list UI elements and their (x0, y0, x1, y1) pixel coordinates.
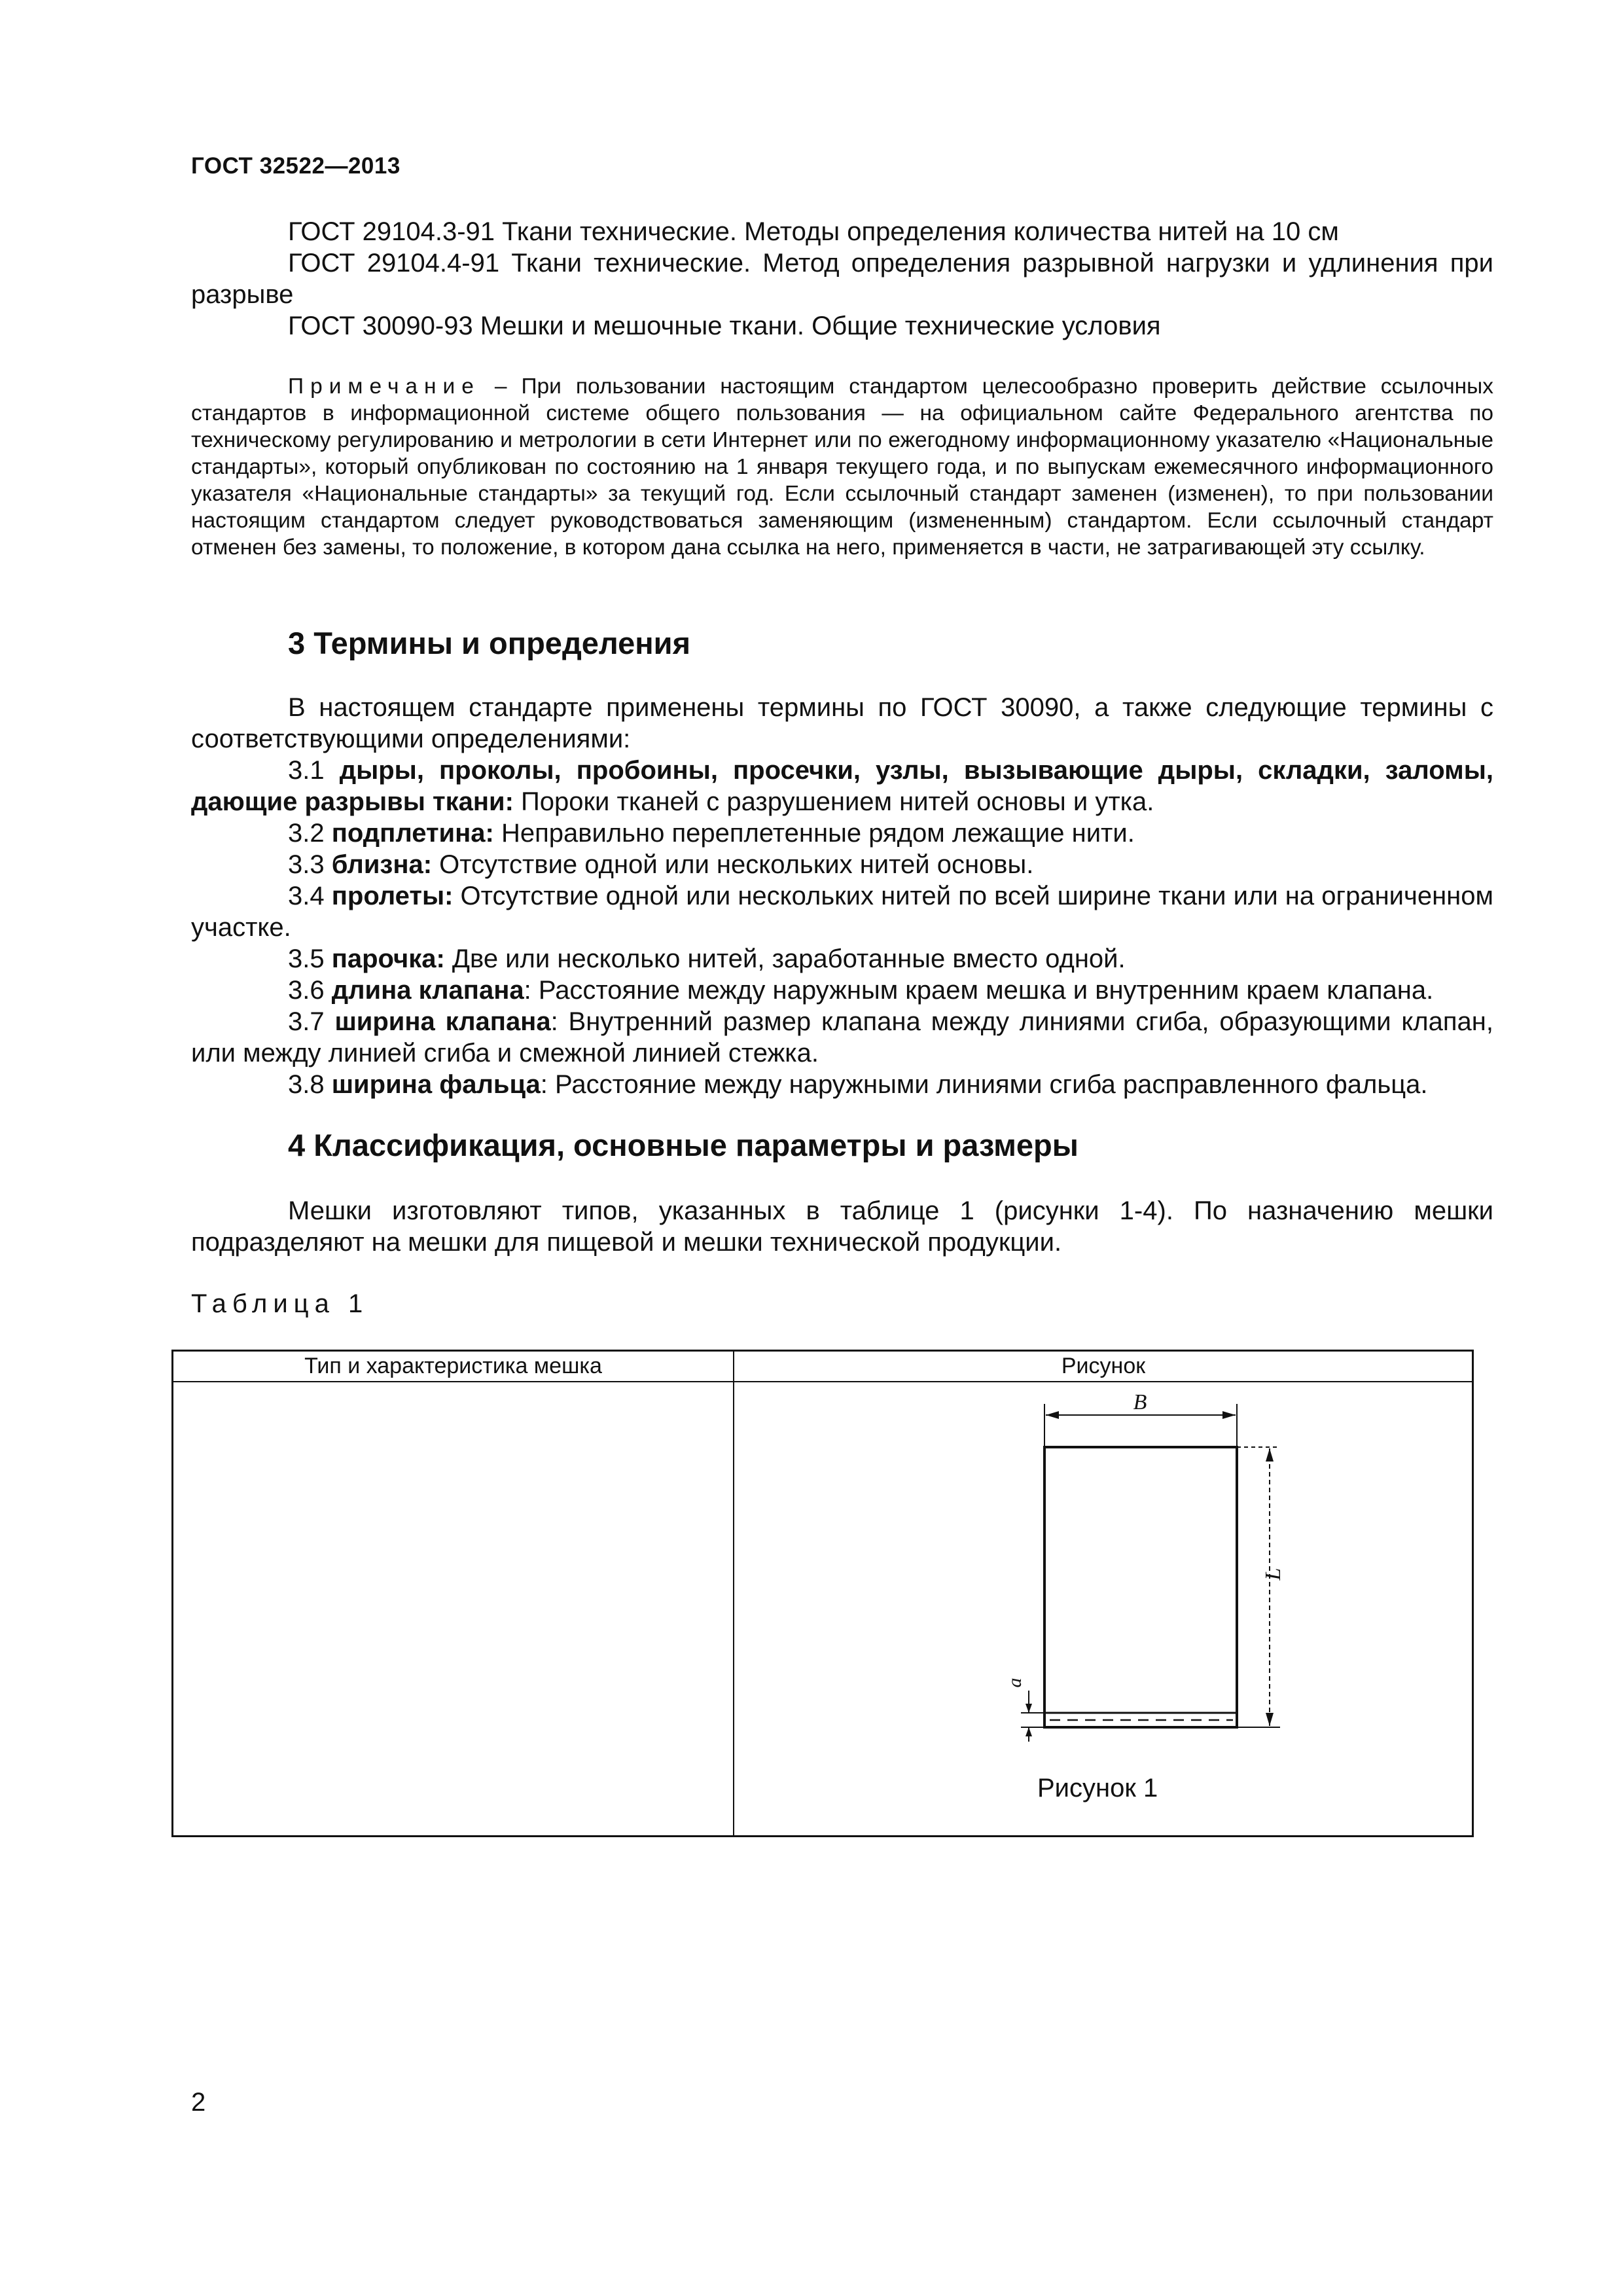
term-name: пролеты: (331, 882, 454, 910)
term-number: 3.2 (288, 819, 332, 848)
term-number: 3.8 (288, 1070, 332, 1099)
length-label: L (1261, 1568, 1285, 1581)
note-paragraph (191, 373, 1493, 561)
section-4-title: 4 Классификация, основные параметры и размеры (288, 1128, 1079, 1162)
term-definition: Неправильно переплетенные рядом лежащие нити. (493, 819, 1135, 848)
term-definition: : Расстояние между наружными линиями сгиба расправленного фальца. (540, 1070, 1428, 1099)
reference-line: ГОСТ 29104.3-91 Ткани технические. Методы определения количества нитей на 10 см (288, 217, 1339, 246)
term-number: 3.1 (288, 756, 340, 785)
term-name: ширина фальца (331, 1070, 541, 1099)
arrow-down-icon (1266, 1713, 1274, 1726)
width-label: B (1133, 1390, 1147, 1414)
reference-line: ГОСТ 29104.4-91 Ткани технические. Метод определения разрывной нагрузки и удлинения при разрыве (191, 249, 1493, 309)
term-3-7 (191, 1006, 1493, 1069)
arrow-left-icon (1046, 1411, 1059, 1419)
term-definition: Две или несколько нитей, заработанные вместо одной. (444, 944, 1126, 973)
table-header-figure: Рисунок (1061, 1354, 1146, 1378)
term-3-6 (191, 975, 1493, 1006)
figure-caption: Рисунок 1 (1037, 1774, 1158, 1803)
term-3-8 (191, 1069, 1493, 1100)
term-definition: : Внутренний размер клапана между линиями сгиба, образующими клапан, или между линией сгиба и смежной линией стежка. (191, 1007, 1493, 1067)
table-header-type: Тип и характеристика мешка (304, 1354, 602, 1378)
term-name: ширина клапана (334, 1007, 551, 1036)
term-name: близна: (331, 850, 433, 879)
bag-outline (1044, 1447, 1237, 1727)
term-number: 3.6 (288, 976, 332, 1005)
term-name: дыры, проколы, пробоины, просечки, узлы, вызывающие дыры, складки, заломы, дающие разрывы ткани: (191, 756, 1494, 816)
term-3-2 (191, 817, 1493, 849)
bag-drawing (995, 1378, 1309, 1744)
term-name: парочка: (331, 944, 445, 973)
section-3-title: 3 Термины и определения (288, 626, 690, 660)
section-3-intro: В настоящем стандарте применены термины по ГОСТ 30090, а также следующие термины с соответствующими определениями: (191, 693, 1493, 753)
flap-label: a (1004, 1677, 1026, 1688)
term-name: подплетина: (331, 819, 494, 848)
arrow-down-icon (1026, 1704, 1032, 1713)
term-number: 3.4 (288, 882, 332, 910)
page-number: 2 (191, 2088, 206, 2117)
arrow-right-icon (1222, 1411, 1236, 1419)
term-name: длина клапана (331, 976, 524, 1005)
term-number: 3.5 (288, 944, 332, 973)
term-definition: : Расстояние между наружным краем мешка и внутренним краем клапана. (524, 976, 1434, 1005)
table-column-divider (733, 1352, 734, 1835)
term-3-3 (191, 849, 1493, 880)
reference-line: ГОСТ 30090-93 Мешки и мешочные ткани. Общие технические условия (288, 312, 1161, 340)
note-label: Примечание (288, 374, 480, 399)
term-3-5 (191, 943, 1493, 975)
section-4-intro: Мешки изготовляют типов, указанных в таблице 1 (рисунки 1-4). По назначению мешки подразделяют на мешки для пищевой и мешки технической продукции. (191, 1196, 1493, 1257)
term-number: 3.3 (288, 850, 332, 879)
term-3-1 (191, 755, 1493, 817)
term-definition: Отсутствие одной или нескольких нитей по всей ширине ткани или на ограниченном участке. (191, 882, 1494, 942)
note-text: – При пользовании настоящим стандартом целесообразно проверить действие ссылочных стандартов в информационной системе общего пользования — на официальном сайте Федерального агентства по техническому регулированию и метрологии в сети Интернет или по ежегодному информационному указателю «Национальные стандарты», который опубликован по состоянию на 1 января текущего года, и по выпускам ежемесячного информационного указателя «Национальные стандарты» за текущий год. Если ссылочный стандарт заменен (изменен), то при пользовании настоящим стандартом следует руководствоваться заменяющим (измененным) стандартом. Если ссылочный стандарт отменен без замены, то положение, в котором дана ссылка на него, применяется в части, не затрагивающей эту ссылку. (191, 374, 1493, 560)
term-number: 3.7 (288, 1007, 335, 1036)
term-definition: Отсутствие одной или нескольких нитей основы. (432, 850, 1034, 879)
arrow-up-icon (1026, 1727, 1032, 1736)
term-3-4 (191, 880, 1493, 943)
document-header: ГОСТ 32522—2013 (191, 153, 401, 179)
table-caption: Таблица 1 (191, 1289, 369, 1318)
term-definition: Пороки тканей с разрушением нитей основы и утка. (513, 787, 1154, 816)
arrow-up-icon (1266, 1448, 1274, 1462)
